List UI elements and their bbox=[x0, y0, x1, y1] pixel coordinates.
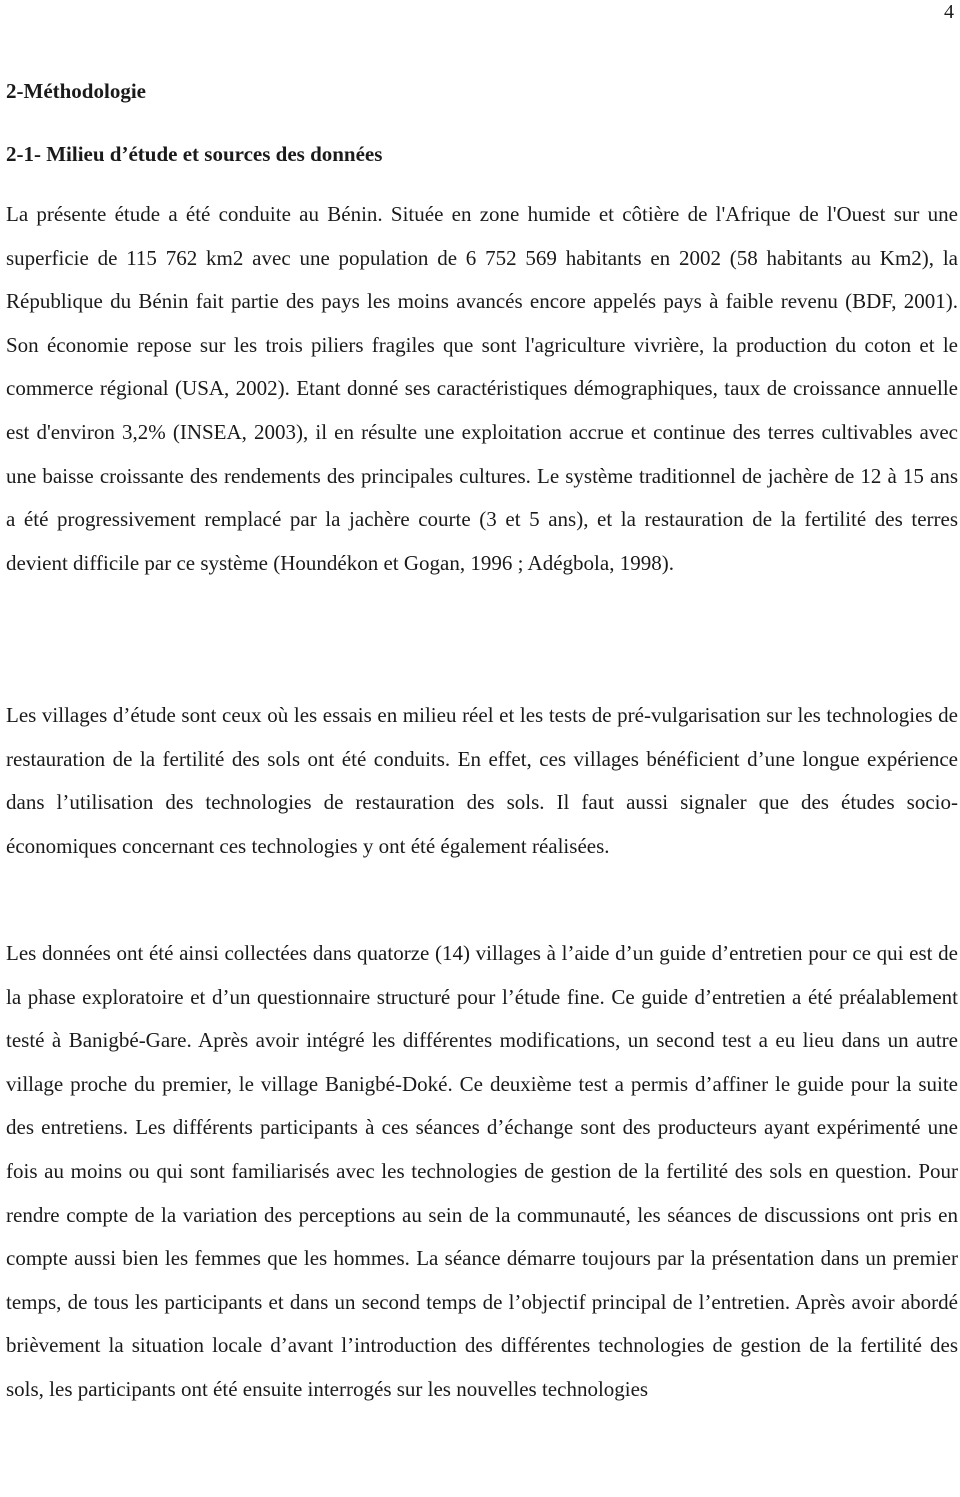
paragraph-study-villages: Les villages d’étude sont ceux où les essais en milieu réel et les tests de pré-vulgarisation sur les technologies de restauration de la fertilité des sols ont été conduits. En effet, ces villages bénéficient d’une longue expérience dans l’utilisation des technologies de restauration des sols. Il faut aussi signaler que des études socio-économiques concernant ces technologies y ont été également réalisées. bbox=[6, 703, 958, 858]
paragraph-data-collection: Les données ont été ainsi collectées dans quatorze (14) villages à l’aide d’un guide d’entretien pour ce qui est de la phase exploratoire et d’un questionnaire structuré pour l’étude fine. Ce guide d’entretien a été préalablement testé à Banigbé-Gare. Après avoir intégré les différentes modifications, un second test a eu lieu dans un autre village proche du premier, le village Banigbé-Doké. Ce deuxième test a permis d’affiner le guide pour la suite des entretiens. Les différents participants à ces séances d’échange sont des producteurs ayant expérimenté une fois au moins ou qui sont familiarisés avec les technologies de gestion de la fertilité des sols en question. Pour rendre compte de la variation des perceptions au sein de la communauté, les séances de discussions ont pris en compte aussi bien les femmes que les hommes. La séance démarre toujours par la présentation dans un premier temps, de tous les participants et dans un second temps de l’objectif principal de l’entretien. Après avoir abordé brièvement la situation locale d’avant l’introduction des différentes technologies de gestion de la fertilité des sols, les participants ont été ensuite interrogés sur les nouvelles technologies bbox=[6, 941, 958, 1401]
section-heading: 2-Méthodologie bbox=[6, 79, 146, 103]
subsection-heading: 2-1- Milieu d’étude et sources des données bbox=[6, 142, 383, 166]
paragraph-study-area: La présente étude a été conduite au Bénin. Située en zone humide et côtière de l'Afrique de l'Ouest sur une superficie de 115 762 km2 avec une population de 6 752 569 habitants en 2002 (58 habitants au Km2), la République du Bénin fait partie des pays les moins avancés encore appelés pays à faible revenu (BDF, 2001). Son économie repose sur les trois piliers fragiles que sont l'agriculture vivrière, la production du coton et le commerce régional (USA, 2002). Etant donné ses caractéristiques démographiques, taux de croissance annuelle est d'environ 3,2% (INSEA, 2003), il en résulte une exploitation accrue et continue des terres cultivables avec une baisse croissante des rendements des principales cultures. Le système traditionnel de jachère de 12 à 15 ans a été progressivement remplacé par la jachère courte (3 et 5 ans), et la restauration de la fertilité des terres devient difficile par ce système (Houndékon et Gogan, 1996 ; Adégbola, 1998). bbox=[6, 202, 958, 575]
page-number: 4 bbox=[944, 1, 954, 23]
